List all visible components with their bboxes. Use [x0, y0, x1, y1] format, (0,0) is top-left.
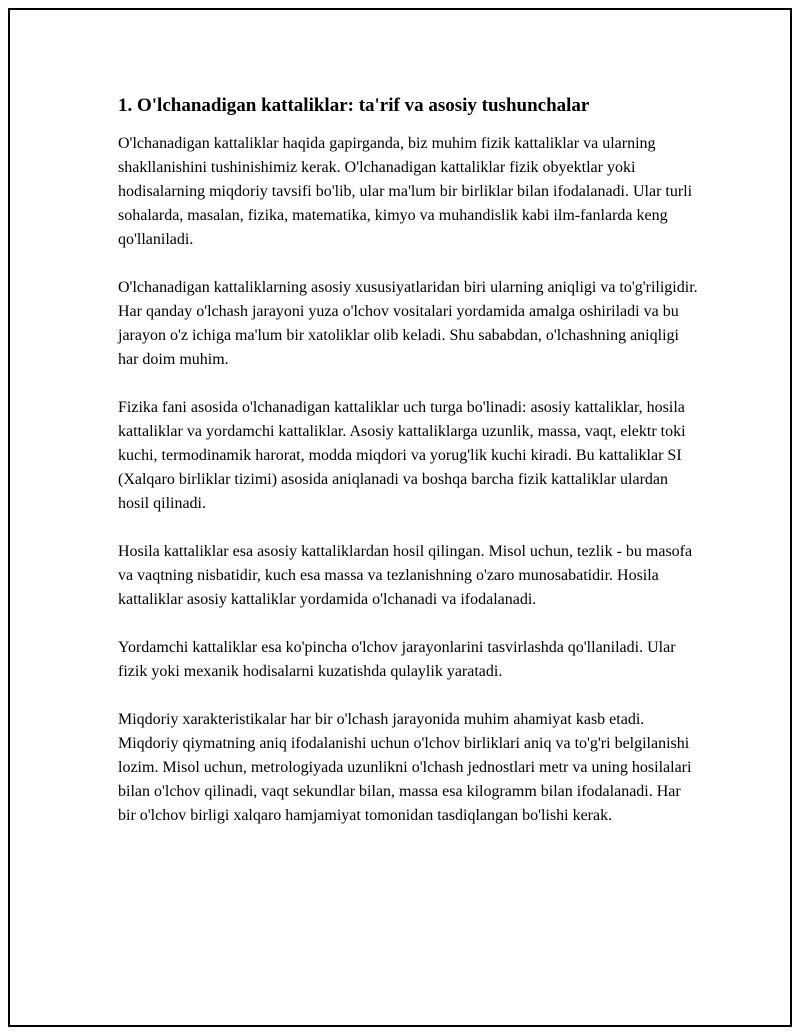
document-body: [118, 92, 698, 852]
paragraph-quantitative: Miqdoriy xarakteristikalar har bir o'lchash jarayonida muhim ahamiyat kasb etadi. Miqdoriy qiymatning aniq ifodalanishi uchun o'lchov birliklari aniq va to'g'ri belgilanishi lozim. Misol uchun, metrologiyada uzunlikni o'lchash jednostlari metr va uning hosilalari bilan o'lchov qilinadi, vaqt sekundlar bilan, massa esa kilogramm bilan ifodalanadi. Har bir o'lchov birligi xalqaro hamjamiyat tomonidan tasdiqlangan bo'lishi kerak.: [118, 711, 692, 824]
paragraph-accuracy: O'lchanadigan kattaliklarning asosiy xususiyatlaridan biri ularning aniqligi va to'g'riligidir. Har qanday o'lchash jarayoni yuza o'lchov vositalari yordamida amalga oshiriladi va bu jarayon o'z ichiga ma'lum bir xatoliklar olib keladi. Shu sababdan, o'lchashning aniqligi har doim muhim.: [118, 279, 698, 368]
paragraph-definition: O'lchanadigan kattaliklar haqida gapirganda, biz muhim fizik kattaliklar va ularning shakllanishini tushinishimiz kerak. O'lchanadigan kattaliklar fizik obyektlar yoki hodisalarning miqdoriy tavsifi bo'lib, ular ma'lum bir birliklar bilan ifodalanadi. Ular turli sohalarda, masalan, fizika, matematika, kimyo va muhandislik kabi ilm-fanlarda keng qo'llaniladi.: [118, 135, 693, 248]
section-title: 1. O'lchanadigan kattaliklar: ta'rif va asosiy tushunchalar: [118, 95, 590, 116]
paragraph-auxiliary: Yordamchi kattaliklar esa ko'pincha o'lchov jarayonlarini tasvirlashda qo'llaniladi. Ular fizik yoki mexanik hodisalarni kuzatishda qulaylik yaratadi.: [118, 639, 676, 680]
paragraph-derived: Hosila kattaliklar esa asosiy kattaliklardan hosil qilingan. Misol uchun, tezlik - bu masofa va vaqtning nisbatidir, kuch esa massa va tezlanishning o'zaro munosabatidir. Hosila kattaliklar asosiy kattaliklar yordamida o'lchanadi va ifodalanadi.: [118, 543, 693, 608]
paragraph-types: Fizika fani asosida o'lchanadigan kattaliklar uch turga bo'linadi: asosiy kattaliklar, hosila kattaliklar va yordamchi kattaliklar. Asosiy kattaliklarga uzunlik, massa, vaqt, elektr toki kuchi, termodinamik harorat, modda miqdori va yorug'lik kuchi kiradi. Bu kattaliklar SI (Xalqaro birliklar tizimi) asosida aniqlanadi va boshqa barcha fizik kattaliklar ulardan hosil qilinadi.: [118, 399, 686, 512]
